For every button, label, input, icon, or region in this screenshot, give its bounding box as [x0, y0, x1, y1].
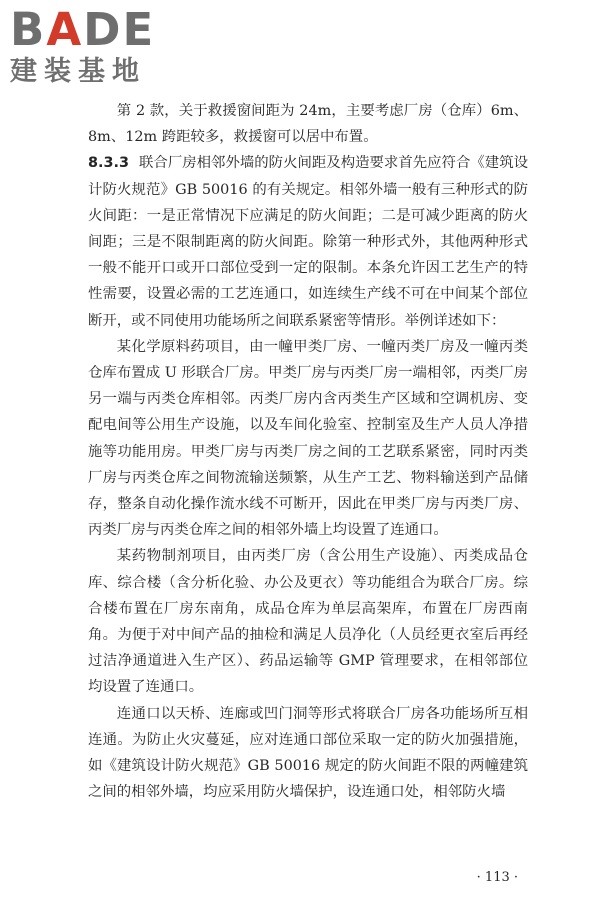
paragraph-2-text: 联合厂房相邻外墙的防火间距及构造要求首先应符合《建筑设计防火规范》GB 50016 的有关规定。相邻外墙一般有三种形式的防火间距：一是正常情况下应满足的防火间距；二是可减少距离的防火间距；三是不限制距离的防火间距。除第一种形式外，其他两种形式一般不能开口或开口部位受到一定的限制。本条允许因工艺生产的特性需要，设置必需的工艺连通口，如连续生产线不可在中间某个部位断开，或不同使用功能场所之间联系紧密等情形。举例详述如下：	[88, 155, 528, 329]
brand-logo	[10, 4, 180, 88]
logo-letters-de: DE	[83, 3, 156, 56]
logo-letter-b: B	[10, 3, 47, 56]
logo-subtitle: 建装基地	[10, 56, 146, 87]
paragraph-5: 连通口以天桥、连廊或凹门洞等形式将联合厂房各功能场所互相连通。为防止火灾蔓延，应对连通口部位采取一定的防火加强措施，如《建筑设计防火规范》GB 50016 规定的防火间距不限的两幢建筑之间的相邻外墙，均应采用防火墙保护，设连通口处，相邻防火墙	[88, 705, 528, 801]
paragraph-4: 某药物制剂项目，由丙类厂房（含公用生产设施）、丙类成品仓库、综合楼（含分析化验、办公及更衣）等功能组合为联合厂房。综合楼布置在厂房东南角，成品仓库为单层高架库，布置在厂房西南角。为便于对中间产品的抽检和满足人员净化（人员经更衣室后再经过洁净通道进入生产区）、药品运输等 GMP 管理要求，在相邻部位均设置了连通口。	[88, 548, 528, 696]
paragraph-2	[88, 150, 528, 333]
logo-wordmark	[10, 4, 180, 56]
document-body	[88, 98, 528, 805]
page-number: · 113 ·	[476, 870, 518, 885]
paragraph-1: 第 2 款，关于救援窗间距为 24m，主要考虑厂房（仓库）6m、8m、12m 跨距较多，救援窗可以居中布置。	[88, 103, 528, 146]
section-number: 8.3.3	[88, 155, 129, 172]
paragraph-3: 某化学原料药项目，由一幢甲类厂房、一幢丙类厂房及一幢丙类仓库布置成 U 形联合厂房。甲类厂房与丙类厂房一端相邻，丙类厂房另一端与丙类仓库相邻。丙类厂房内含丙类生产区域和空调机房、变配电间等公用生产设施，以及车间化验室、控制室及生产人员人净措施等功能用房。甲类厂房与丙类厂房之间的工艺联系紧密，同时丙类厂房与丙类仓库之间物流输送频繁，从生产工艺、物料输送到产品储存，整条自动化操作流水线不可断开，因此在甲类厂房与丙类厂房、丙类厂房与丙类仓库之间的相邻外墙上均设置了连通口。	[88, 338, 528, 539]
logo-letter-a: A	[46, 3, 84, 56]
